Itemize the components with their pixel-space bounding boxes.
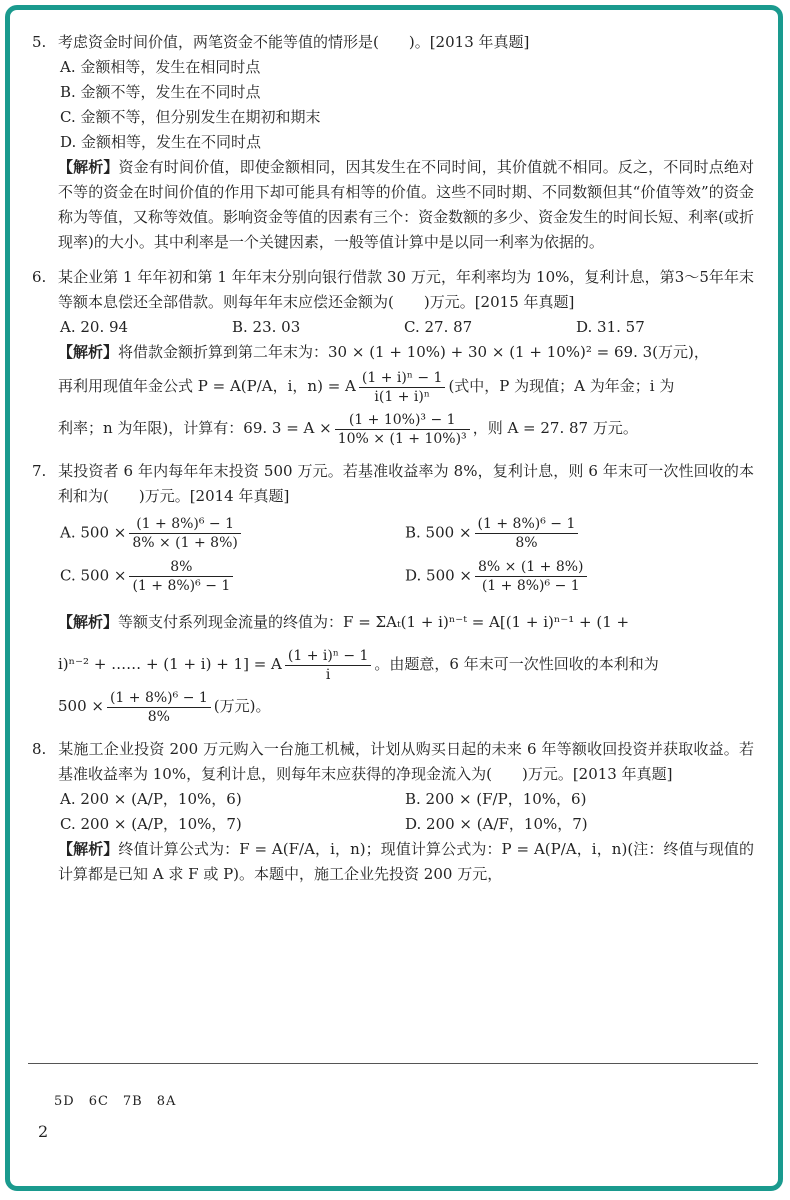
question-text: 某施工企业投资 200 万元购入一台施工机械，计划从购买日起的未来 6 年等额收回投资并获取收益。若基准收益率为 10%，复利计息，则每年末应获得的净现金流入为( )万元。[2013 年真题] <box>58 740 754 783</box>
question-text: 考虑资金时间价值，两笔资金不能等值的情形是( )。[2013 年真题] <box>58 33 530 51</box>
fraction-denominator: i <box>325 666 331 683</box>
analysis <box>32 155 754 255</box>
page-number: 2 <box>38 1122 49 1141</box>
option-c: C. 金额不等，但分别发生在期初和期末 <box>60 108 321 126</box>
analysis-tag: 【解析】 <box>58 613 119 631</box>
fraction-denominator: (1 + 8%)⁶ − 1 <box>481 578 580 594</box>
question-number: 5. <box>32 33 47 51</box>
analysis <box>32 837 754 887</box>
option-label: B. 500 × <box>405 523 472 542</box>
option-a: A. 金额相等，发生在相同时点 <box>60 58 261 76</box>
option-b: B. 23. 03 <box>232 318 301 336</box>
option-label: D. 500 × <box>405 566 472 585</box>
options-row <box>32 315 754 340</box>
analysis-line-2a: 再利用现值年金公式 P = A(P/A，i，n) = A <box>58 377 356 395</box>
fraction <box>285 647 372 684</box>
analysis-line-1: 将借款金额折算到第二年末为：30 × (1 + 10%) + 30 × (1 + 10%)² = 69. 3(万元)， <box>118 343 709 361</box>
question-text: 某企业第 1 年年初和第 1 年年末分别向银行借款 30 万元，年利率均为 10%，复利计息，第3～5年年末等额本息偿还全部借款。则每年年末应偿还金额为( )万元。[2015 年真题] <box>58 268 754 311</box>
fraction <box>129 558 233 595</box>
fraction-numerator: 8% <box>129 558 233 577</box>
option-d: D. 200 × (A/F，10%，7) <box>405 815 588 833</box>
question-text: 某投资者 6 年内每年年末投资 500 万元。若基准收益率为 8%，复利计息，则 6 年末可一次性回收的本利和为( )万元。[2014 年真题] <box>58 462 754 505</box>
fraction-numerator: 8% × (1 + 8%) <box>475 558 587 577</box>
fraction <box>475 515 579 552</box>
question-stem <box>32 265 754 315</box>
analysis-line-3a: 利率；n 为年限)，计算有：69. 3 = A × <box>58 419 332 437</box>
option-label: C. 500 × <box>60 566 127 585</box>
options-row <box>32 787 754 812</box>
analysis <box>32 601 754 727</box>
fraction <box>335 411 470 448</box>
fraction-numerator: (1 + i)ⁿ − 1 <box>359 369 446 388</box>
fraction-numerator: (1 + i)ⁿ − 1 <box>285 647 372 666</box>
analysis-line-2b: 。由题意，6 年末可一次性回收的本利和为 <box>374 655 659 673</box>
option-b: B. 金额不等，发生在不同时点 <box>60 83 261 101</box>
options-row <box>32 515 754 552</box>
fraction <box>475 558 587 595</box>
fraction-numerator: (1 + 8%)⁶ − 1 <box>129 515 241 534</box>
fraction-numerator: (1 + 8%)⁶ − 1 <box>107 689 211 708</box>
question-5 <box>32 30 754 255</box>
question-stem <box>32 737 754 787</box>
analysis-tag: 【解析】 <box>58 343 119 361</box>
analysis <box>32 340 754 449</box>
analysis-tag: 【解析】 <box>58 840 119 858</box>
option-label: A. 500 × <box>60 523 127 542</box>
analysis-line-3b: (万元)。 <box>213 697 271 715</box>
question-number: 6. <box>32 268 47 286</box>
option-a: A. 200 × (A/P，10%，6) <box>60 790 242 808</box>
option-d <box>405 558 750 595</box>
analysis-line-1: 等额支付系列现金流量的终值为：F = ΣAₜ(1 + i)ⁿ⁻ᵗ = A[(1 + i)ⁿ⁻¹ + (1 + <box>118 613 630 631</box>
fraction <box>129 515 241 552</box>
fraction-denominator: 8% × (1 + 8%) <box>132 535 238 551</box>
question-stem <box>32 459 754 509</box>
analysis-line-3a: 500 × <box>58 697 104 715</box>
options-row <box>32 812 754 837</box>
fraction-denominator: 8% <box>147 708 170 725</box>
fraction <box>359 369 446 406</box>
option-c: C. 27. 87 <box>404 318 473 336</box>
question-6 <box>32 265 754 449</box>
question-number: 7. <box>32 462 47 480</box>
fraction-numerator: (1 + 10%)³ − 1 <box>335 411 470 430</box>
analysis-text: 资金有时间价值，即使金额相同，因其发生在不同时间，其价值就不相同。反之，不同时点绝对不等的资金在时间价值的作用下却可能具有相等的价值。这些不同时期、不同数额但其“价值等效”的资金称为等值，又称等效值。影响资金等值的因素有三个：资金数额的多少、资金发生的时间长短、利率(或折现率)的大小。其中利率是一个关键因素，一般等值计算中是以同一利率为依据的。 <box>58 158 754 251</box>
option-b <box>405 515 750 552</box>
analysis-line-2b: (式中，P 为现值；A 为年金；i 为 <box>448 377 675 395</box>
option-d: D. 31. 57 <box>576 318 645 336</box>
page-content <box>32 30 754 897</box>
fraction-numerator: (1 + 8%)⁶ − 1 <box>475 515 579 534</box>
option-c <box>60 558 405 595</box>
fraction-denominator: (1 + 8%)⁶ − 1 <box>132 578 231 594</box>
analysis-line-2a: i)ⁿ⁻² + …… + (1 + i) + 1] = A <box>58 655 282 673</box>
analysis-text: 终值计算公式为：F = A(F/A，i，n)；现值计算公式为：P = A(P/A，i，n)(注：终值与现值的计算都是已知 A 求 F 或 P)。本题中，施工企业先投资 200 万元， <box>58 840 754 883</box>
analysis-tag: 【解析】 <box>58 158 119 176</box>
fraction <box>107 689 211 726</box>
option-a <box>60 515 405 552</box>
question-7 <box>32 459 754 727</box>
option-a: A. 20. 94 <box>60 318 129 336</box>
fraction-denominator: 10% × (1 + 10%)³ <box>337 430 467 447</box>
option-d: D. 金额相等，发生在不同时点 <box>60 133 262 151</box>
answer-key: 5D 6C 7B 8A <box>54 1094 177 1109</box>
question-8 <box>32 737 754 887</box>
option-b: B. 200 × (F/P，10%，6) <box>405 790 587 808</box>
options-row <box>32 558 754 595</box>
footer-divider <box>28 1063 758 1064</box>
option-c: C. 200 × (A/P，10%，7) <box>60 815 242 833</box>
question-stem <box>32 30 754 55</box>
fraction-denominator: 8% <box>515 535 538 551</box>
analysis-line-3b: ，则 A = 27. 87 万元。 <box>472 419 638 437</box>
fraction-denominator: i(1 + i)ⁿ <box>374 388 430 405</box>
question-number: 8. <box>32 740 47 758</box>
